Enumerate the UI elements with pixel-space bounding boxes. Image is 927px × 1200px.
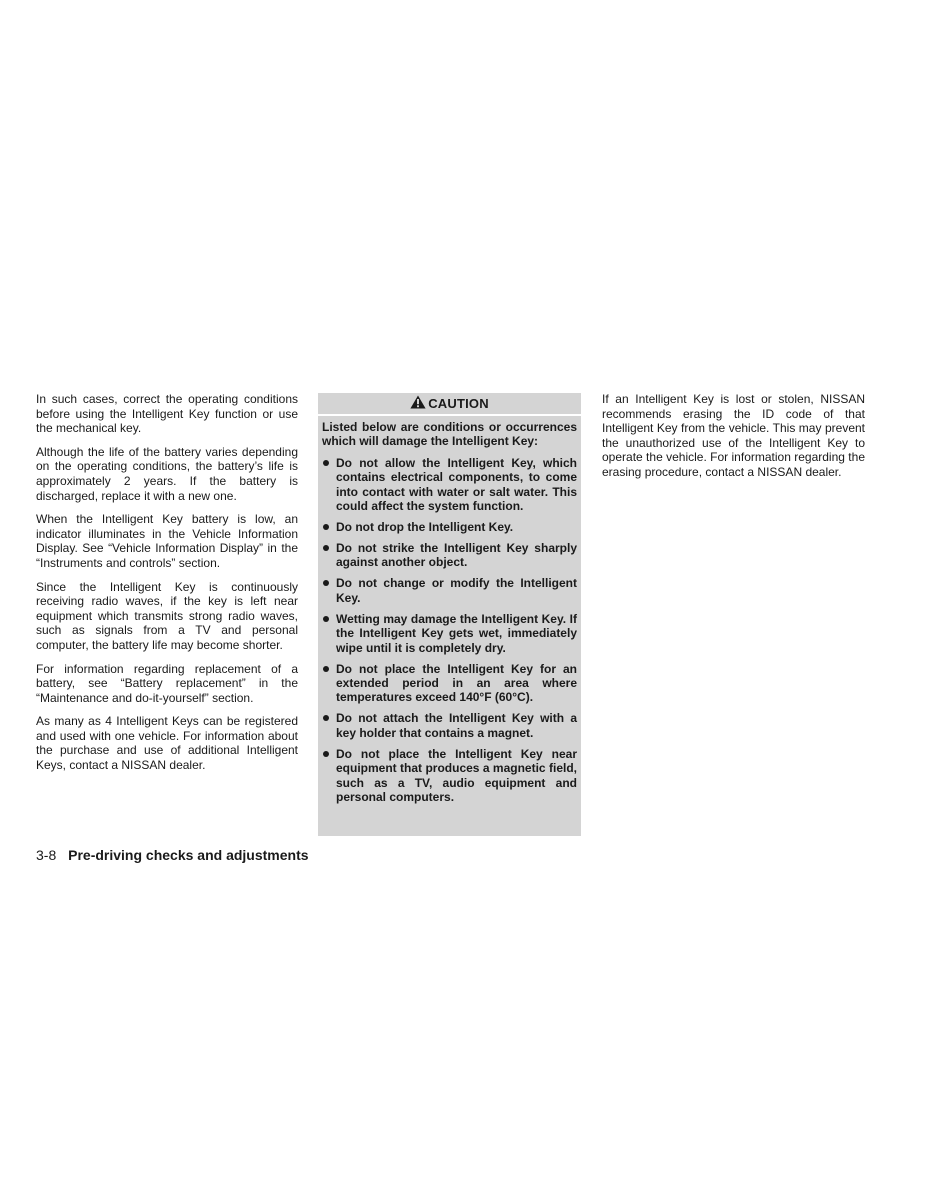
paragraph: For information regarding replacement of a battery, see “Battery replacement” in the “Maintenance and do-it-yourself” section. bbox=[36, 661, 298, 705]
page-footer bbox=[36, 846, 309, 864]
paragraph: When the Intelligent Key battery is low, an indicator illuminates in the Vehicle Information Display. See “Vehicle Information Display” in the “Instruments and controls” section. bbox=[36, 512, 298, 570]
caution-item: Do not place the Intelligent Key near equipment that produces a magnetic field, such as a TV, audio equipment and personal computers. bbox=[322, 747, 577, 805]
caution-item: Do not allow the Intelligent Key, which contains electrical components, to come into contact with water or salt water. This could affect the system function. bbox=[322, 456, 577, 514]
caution-item: Do not attach the Intelligent Key with a key holder that contains a magnet. bbox=[322, 711, 577, 740]
section-title: Pre-driving checks and adjustments bbox=[68, 847, 309, 863]
left-column bbox=[36, 392, 298, 782]
caution-body bbox=[318, 416, 581, 805]
paragraph: Since the Intelligent Key is continuously receiving radio waves, if the key is left near equipment which transmits strong radio waves, such as signals from a TV and personal computer, the battery life may become shorter. bbox=[36, 579, 298, 652]
paragraph: Although the life of the battery varies depending on the operating conditions, the battery’s life is approximately 2 years. If the battery is discharged, replace it with a new one. bbox=[36, 444, 298, 503]
page-number: 3-8 bbox=[36, 847, 57, 863]
caution-header bbox=[318, 393, 581, 416]
paragraph: In such cases, correct the operating conditions before using the Intelligent Key function or use the mechanical key. bbox=[36, 392, 298, 436]
warning-triangle-icon bbox=[410, 395, 428, 412]
caution-box bbox=[318, 393, 581, 836]
caution-intro: Listed below are conditions or occurrences which will damage the Intelligent Key: bbox=[322, 420, 577, 449]
caution-list bbox=[322, 456, 577, 805]
paragraph: If an Intelligent Key is lost or stolen, NISSAN recommends erasing the ID code of that Intelligent Key from the vehicle. This may prevent the unauthorized use of the Intelligent Key to operate the vehicle. For information regarding the erasing procedure, contact a NISSAN dealer. bbox=[602, 392, 865, 479]
caution-item: Do not drop the Intelligent Key. bbox=[322, 520, 577, 534]
caution-item: Do not change or modify the Intelligent Key. bbox=[322, 576, 577, 605]
caution-item: Do not strike the Intelligent Key sharply against another object. bbox=[322, 541, 577, 570]
caution-item: Wetting may damage the Intelligent Key. If the Intelligent Key gets wet, immediately wipe until it is completely dry. bbox=[322, 612, 577, 655]
caution-title: CAUTION bbox=[428, 396, 489, 411]
right-column bbox=[602, 392, 865, 489]
caution-item: Do not place the Intelligent Key for an extended period in an area where temperatures exceed 140°F (60°C). bbox=[322, 662, 577, 705]
paragraph: As many as 4 Intelligent Keys can be registered and used with one vehicle. For information about the purchase and use of additional Intelligent Keys, contact a NISSAN dealer. bbox=[36, 714, 298, 773]
